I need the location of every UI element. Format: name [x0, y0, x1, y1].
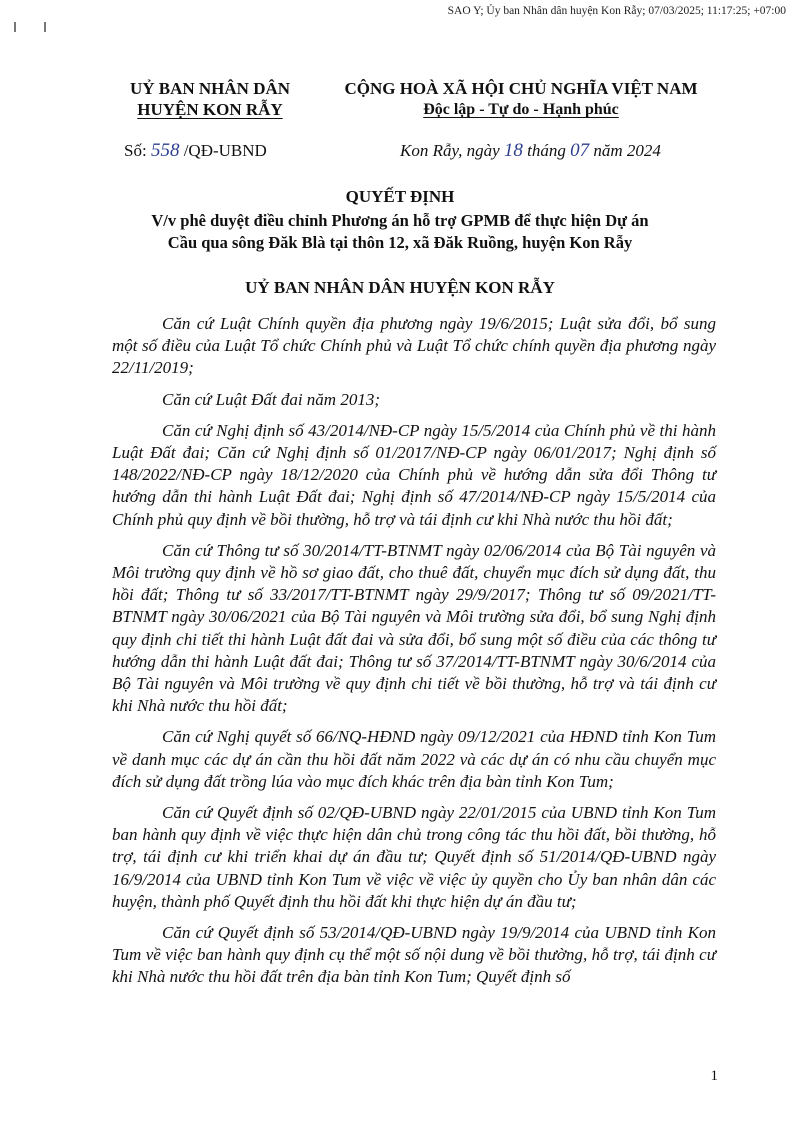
legal-basis-paragraph: Căn cứ Luật Chính quyền địa phương ngày 19/6/2015; Luật sửa đổi, bổ sung một số điều của Luật Tổ chức Chính phủ và Luật Tổ chức chính quyền địa phương ngày 22/11/2019; [112, 314, 716, 378]
legal-basis-paragraph: Căn cứ Nghị định số 43/2014/NĐ-CP ngày 15/5/2014 của Chính phủ về thi hành Luật Đất đai; Căn cứ Nghị định số 01/2017/NĐ-CP ngày 06/01/2017; Nghị định số 148/2022/NĐ-CP ngày 18/12/2020 của Chính phủ về hướng dẫn sửa đổi Thông tư hướng dẫn thi hành Luật Đất đai; Nghị định số 47/2014/NĐ-CP ngày 15/5/2014 của Chính phủ quy định về bồi thường, hỗ trợ và tái định cư khi Nhà nước thu hồi đất; [112, 420, 716, 529]
legal-basis-paragraph: Căn cứ Thông tư số 30/2014/TT-BTNMT ngày 02/06/2014 của Bộ Tài nguyên và Môi trường quy định về hồ sơ giao đất, cho thuê đất, chuyển mục đích sử dụng đất, thu hồi đất; Thông tư số 33/2017/TT-BTNMT ngày 29/9/2017; Thông tư số 09/2021/TT-BTNMT ngày 30/06/2021 của Bộ Tài nguyên và Môi trường sửa đổi, bổ sung Nghị định quy định chi tiết thi hành Luật đất đai và sửa đổi, bổ sung một số điều của các thông tư hướng dẫn thi hành Luật đất đai; Thông tư số 37/2014/TT-BTNMT ngày 30/6/2014 của Bộ Tài nguyên và Môi trường về quy định chi tiết về bồi thường, hỗ trợ và tái định cư khi Nhà nước thu hồi đất; [112, 540, 716, 716]
issuing-authority: UỶ BAN NHÂN DÂN HUYỆN KON RẪY [245, 278, 555, 297]
handwritten-month: 07 [570, 140, 590, 161]
legal-basis-paragraph: Căn cứ Nghị quyết số 66/NQ-HĐND ngày 09/12/2021 của HĐND tỉnh Kon Tum về danh mục các dự án cần thu hồi đất năm 2022 và các dự án có nhu cầu chuyển mục đích sử dụng đất trồng lúa vào mục đích khác trên địa bàn tỉnh Kon Tum; [112, 727, 716, 791]
subject-line1: V/v phê duyệt điều chỉnh Phương án hỗ trợ GPMB để thực hiện Dự án [151, 211, 649, 230]
scan-mark [44, 22, 46, 32]
legal-basis-paragraph: Căn cứ Quyết định số 53/2014/QĐ-UBND ngày 19/9/2014 của UBND tỉnh Kon Tum về việc ban hành quy định cụ thể một số nội dung về bồi thường, hỗ trợ, tái định cư khi Nhà nước thu hồi đất trên địa bàn tỉnh Kon Tum; Quyết định số [112, 923, 716, 987]
document-title: QUYẾT ĐỊNH [345, 187, 455, 206]
document-body [112, 313, 716, 998]
legal-basis-paragraph: Căn cứ Quyết định số 02/QĐ-UBND ngày 22/01/2015 của UBND tỉnh Kon Tum ban hành quy định về việc thực hiện dân chủ trong công tác thu hồi đất, bồi thường, hỗ trợ, tái định cư khi triển khai dự án đầu tư; Quyết định số 51/2014/QĐ-UBND ngày 16/9/2014 của UBND tỉnh Kon Tum về việc về việc ủy quyền cho Ủy ban nhân dân các huyện, thành phố Quyết định thu hồi đất khi thực hiện dự án đầu tư; [112, 803, 716, 911]
page-number: 1 [710, 1068, 718, 1084]
scan-mark [14, 22, 16, 32]
date-place: Kon Rẫy, ngày [400, 141, 500, 160]
handwritten-number: 558 [150, 140, 180, 161]
agency-line2: HUYỆN KON RẪY [137, 100, 283, 119]
agency-header [100, 78, 320, 120]
legal-basis-paragraph: Căn cứ Luật Đất đai năm 2013; [162, 389, 380, 409]
document-subject [80, 210, 720, 254]
number-suffix: /QĐ-UBND [183, 141, 267, 160]
national-header [316, 78, 726, 120]
number-prefix: Số: [124, 141, 147, 160]
nation-motto: Độc lập - Tự do - Hạnh phúc [423, 101, 619, 118]
subject-line2: Cầu qua sông Đăk Blà tại thôn 12, xã Đăk Ruồng, huyện Kon Rẫy [167, 233, 633, 252]
document-number [124, 140, 267, 162]
agency-line1: UỶ BAN NHÂN DÂN [129, 79, 291, 98]
date-month-label: tháng [527, 141, 566, 160]
nation-name: CỘNG HOÀ XÃ HỘI CHỦ NGHĨA VIỆT NAM [344, 79, 698, 98]
date-year: năm 2024 [593, 141, 661, 160]
handwritten-day: 18 [503, 140, 523, 161]
document-date [400, 140, 661, 162]
digital-copy-stamp: SAO Y; Ủy ban Nhân dân huyện Kon Rẫy; 07/03/2025; 11:17:25; +07:00 [447, 5, 786, 17]
